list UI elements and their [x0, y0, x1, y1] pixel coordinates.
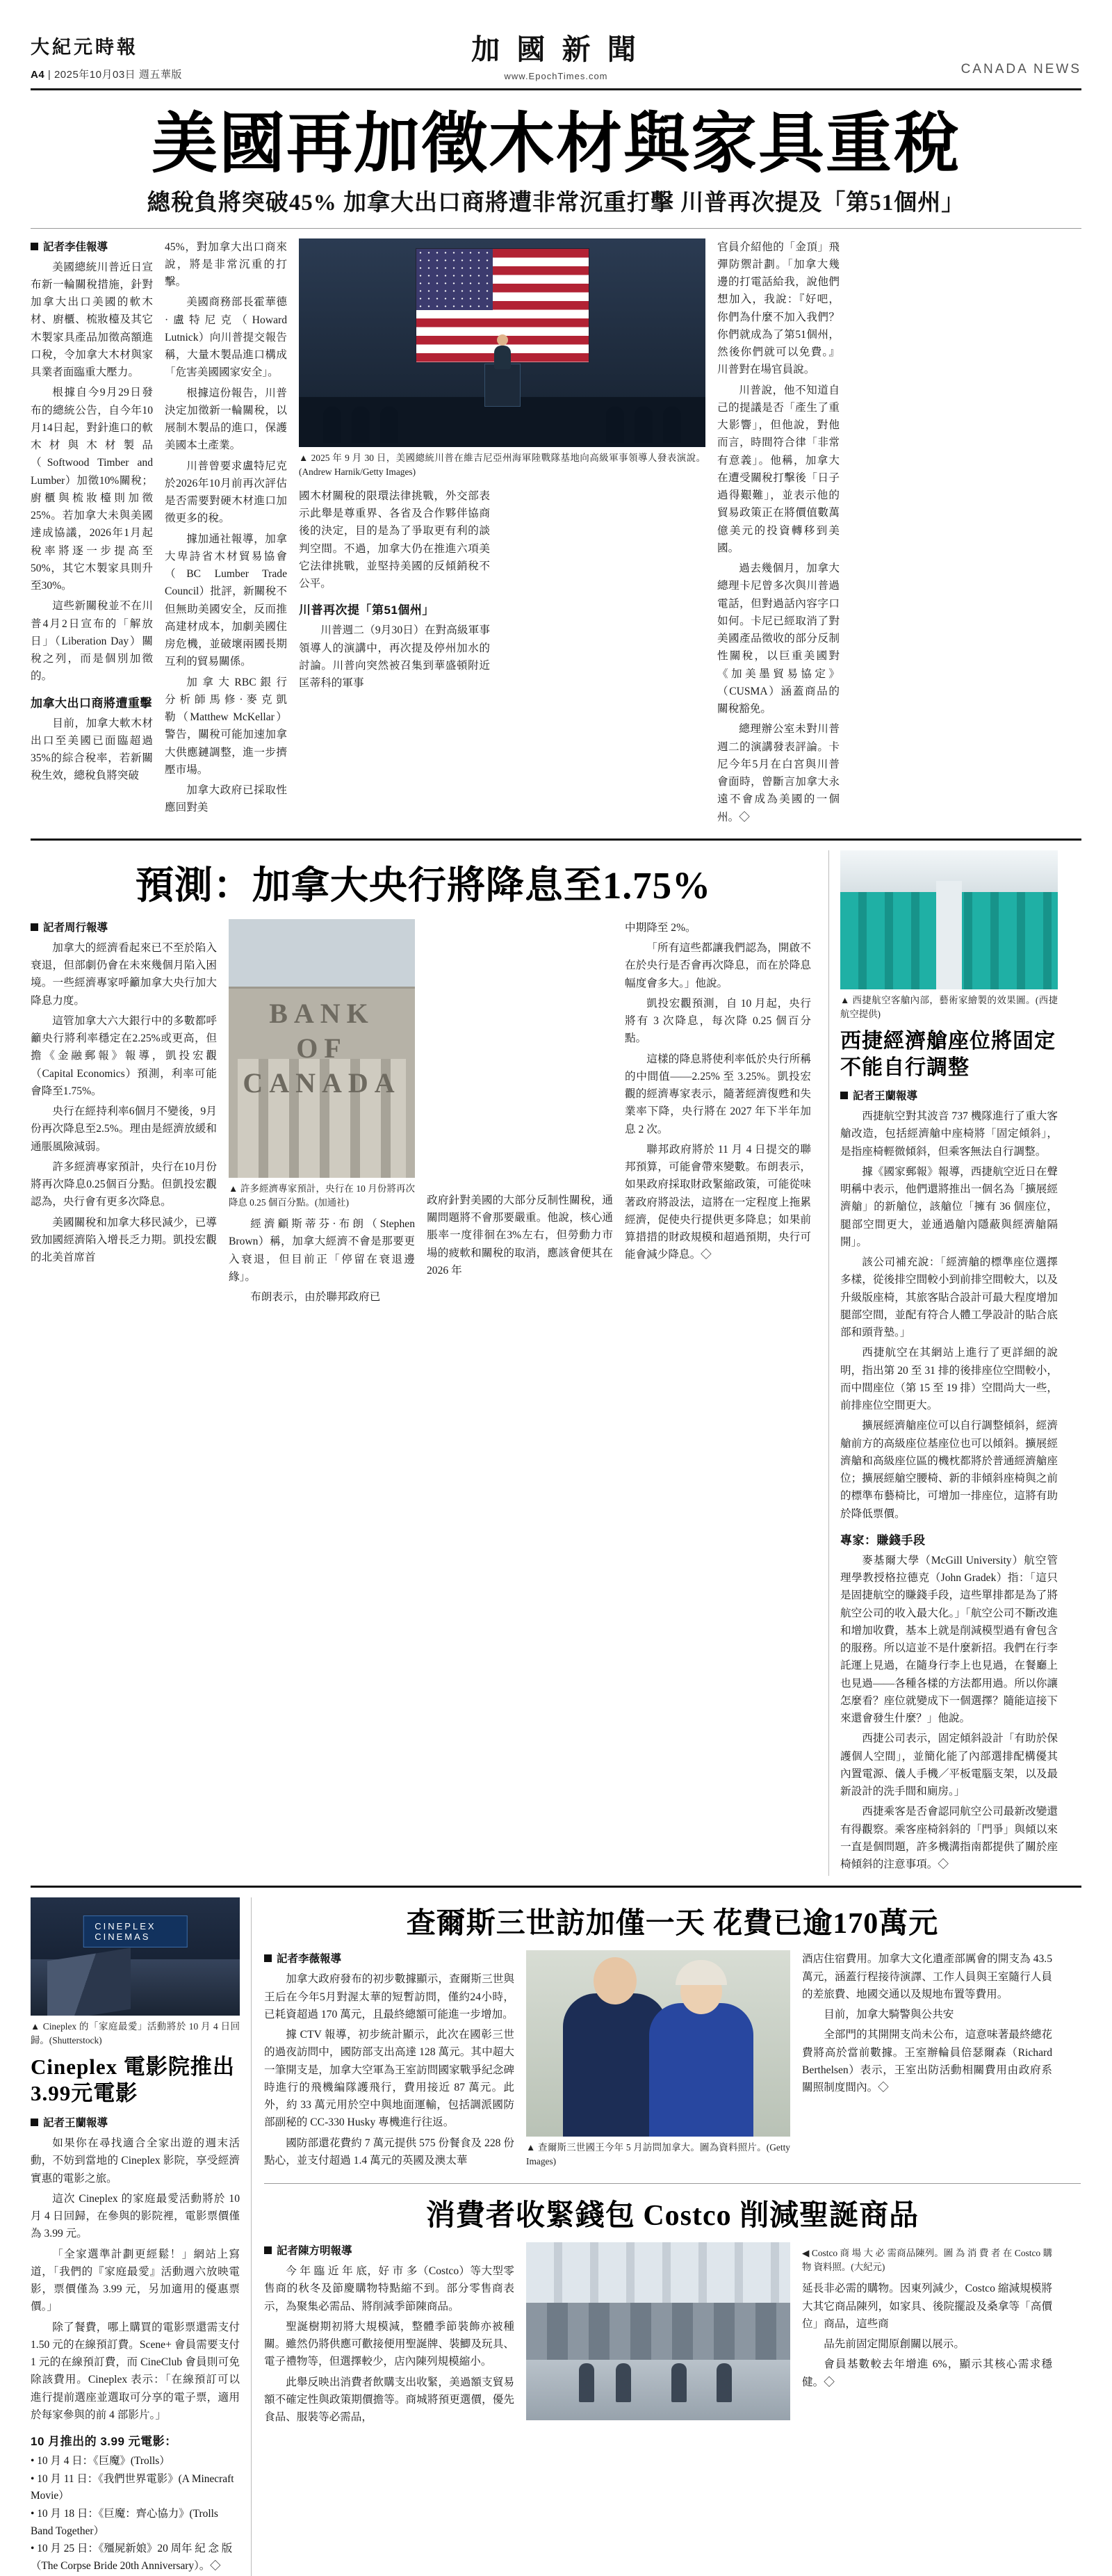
cineplex-photo: [31, 1897, 240, 2016]
issue-date: 2025年10月03日 週五華版: [54, 69, 182, 81]
lead-headline: 美國再加徵木材與家具重稅: [151, 107, 960, 181]
paragraph: 加 拿 大 RBC 銀 行 分 析 師 馬 修 · 麥 克 凱 勒（Matthew McKellar）警告，關稅可能加速加拿大供應鏈調整，進一步擠壓市場。: [165, 676, 287, 776]
paragraph: 該公司補充說：「經濟艙的標準座位選擇多樣，從後排空間較小到前排空間較大，以及升級版座椅，其旅客貼合設計可最大程度增加腿部空間，並配有符合人體工學設計的貼合底部和頭背墊。」: [840, 1256, 1058, 1339]
boc-col-3: [427, 919, 613, 1309]
divider-charles-costco: [264, 2183, 1081, 2184]
podium: [484, 364, 521, 407]
flag-canton: [416, 249, 493, 310]
westjet-byline: 記者王蘭報導: [840, 1087, 1058, 1103]
list-item: • 10 月 11 日：《我們世界電影》(A Minecraft Movie）: [31, 2472, 234, 2502]
paragraph: 這些新關稅並不在川普4月2日宣布的「解放日」（Liberation Day）關稅之列，而是個別加徵的。: [31, 600, 153, 683]
lead-subheadline: 總稅負將突破45% 加拿大出口商將遭非常沉重打擊 川普再次提及「第51個州」: [147, 190, 965, 216]
paragraph: 根據這份報告，川普決定加徵新一輪關稅，以展制木製品的進口，保護美國本土產業。: [165, 387, 287, 452]
charles-photo-caption: ▲ 查爾斯三世國王今年 5 月訪問加拿大。圖為資料照片。(Getty Images): [526, 2142, 790, 2167]
paragraph: 品先前固定閒原創關以展示。: [824, 2338, 965, 2351]
paragraph: 川普說，他不知道自己的提議是否「產生了重大影響」，但他說，對他而言，時間符合律「非常有意義」。他稱，加拿大在遭受關稅打擊後「日子過得艱難」，並表示他的貿易政策正在將價值數萬億美元的投資轉移到美國。: [717, 384, 840, 554]
westjet-headline: 西捷經濟艙座位將固定 不能自行調整: [840, 1030, 1056, 1079]
westjet-subsection-heading: 專家：賺錢手段: [840, 1533, 926, 1547]
shopper-figure: [671, 2363, 687, 2402]
paragraph: 經濟顧斯蒂芬·布朗（Stephen Brown）稱，加拿大經濟不會是那要更入衰退，但目前正「停留在衰退邊緣」。: [229, 1218, 415, 1283]
paragraph: 許多經濟專家預計，央行在10月份將再次降息0.25個百分點。但凱投宏觀認為，央行會有更多次降息。: [31, 1160, 217, 1208]
speaker-figure: [494, 346, 511, 369]
divider-section-2: [31, 1886, 1081, 1888]
paragraph: 延長非必需的購物。因東列減少，Costco 縮減規模將大其它商品陳列，如家具、後院擺設及桑拿等「高價位」商品，這些商: [802, 2283, 1052, 2330]
boc-photo-caption: ▲ 許多經濟專家預計，央行在 10 月份將再次降息 0.25 個百分點。(加通社): [229, 1183, 415, 1208]
lead-photo-block: [299, 238, 705, 829]
meta-separator: |: [47, 69, 54, 81]
paragraph: 目前，加拿大軟木材出口至美國已面臨超過35%的綜合稅率，若新關稅生效，總稅負將突破: [31, 717, 153, 782]
lead-subsection-heading: 加拿大出口商將遭重擊: [31, 696, 152, 710]
costco-photo-caption: ◀ Costco 商 場 大 必 需商品陳列。圖 為 消 費 者 在 Costco 購 物 資料照。(大紀元): [802, 2248, 1052, 2273]
masthead-left: [31, 38, 329, 81]
audience-figure: [606, 407, 624, 443]
site-url: www.EpochTimes.com: [504, 71, 608, 81]
paragraph: 今 年 臨 近 年 底，好 市 多（Costco）等大型零售商的秋冬及節慶購物特點縮不到。部分零售商表示，為聚集必需品、將削減季節陳商品。: [264, 2265, 514, 2312]
audience-figure: [635, 407, 653, 443]
paragraph: 45%，對加拿大出口商來說，將是非常沉重的打擊。: [165, 241, 287, 289]
audience-figure: [380, 407, 398, 443]
warehouse-floor: [526, 2360, 790, 2420]
page-meta: [31, 67, 329, 81]
paragraph: 這管加拿大六大銀行中的多數都呼籲央行將利率穩定在2.25%或更高，但擔《金融郵報》報導，凱投宏觀（Capital Economics）預測，利率可能會降至1.75%。: [31, 1014, 217, 1097]
shopper-figure: [717, 2363, 732, 2402]
paragraph: 聯邦政府將於 11 月 4 日提交的聯邦預算，可能會帶來變數。布朗表示，如果政府採取財政緊縮政策，可能從味著政府將設法，這將在一定程度上拖累經濟，促使央行提供更多降息；如果前算措措的財政規模和超過預期，央行可能會減少降息。◇: [625, 1143, 811, 1261]
lead-col-3: [299, 487, 490, 695]
paragraph: 酒店住宿費用。加拿大文化遺產部厲會的開支為 43.5 萬元，涵蓋行程接待演譯、工作人員與王室隨行人員的差旅費、地國交通以及規地布置等費用。: [802, 1953, 1052, 2000]
charles-col-1: [264, 1950, 514, 2172]
paragraph: 政府針對美國的大部分反制性關稅，通關問題將不會那要嚴重。他說，核心通脹率一度徘徊在3%左右，但勞動力市場的疲軟和關稅的取消，應該會便其在 2026 年: [427, 1194, 613, 1277]
paragraph: 會員基數較去年增進 6%，顯示其核心需求穩健。◇: [802, 2358, 1052, 2388]
audience-figure: [323, 407, 341, 443]
paragraph: 加拿大政府已採取性應回對美: [165, 784, 287, 814]
paragraph: 麥基爾大學（McGill University）航空管理學教授格拉德克（John Gradek）指：「這只是固捷航空的賺錢手段，這些單排都是為了將航空公司的收入最大化。」「航空公司不斷改進和增加收費，基本上就是削減模型過有會包含的服務。所以這並不是什麼新招。我們在行李託運上見過，在隨身行李上也見過，在餐廳上也見過——各種各樣的方法都用過。所以你讓怎麼看？座位就變成下一個選擇？隨能這接下來還會發生什麼？」他說。: [840, 1554, 1058, 1725]
cineplex-list-heading: 10 月推出的 3.99 元電影：: [31, 2435, 177, 2449]
paragraph: 如果你在尋找適合全家出遊的週末活動，不妨到當地的 Cineplex 影院，享受經濟實惠的電影之旅。: [31, 2137, 240, 2185]
cineplex-article: [31, 1897, 252, 2575]
paragraph: 布朗表示，由於聯邦政府已: [250, 1291, 381, 1304]
paragraph: 川普週二（9月30日）在對高級軍事領導人的演講中，再次提及停州加水的討論。川普向突然被召集到華盛頓附近匡蒂科的軍事: [299, 624, 490, 690]
paragraph: 西捷航空對其波音 737 機隊進行了重大客艙改造，包括經濟艙中座椅將「固定傾斜」，是指座椅輕微傾斜，但乘客無法自行調整。: [840, 1110, 1058, 1158]
masthead-center: [329, 26, 783, 81]
queen-figure: [649, 2003, 753, 2137]
audience-figure: [352, 407, 370, 443]
boc-article: [31, 850, 1081, 1876]
paragraph: 過去幾個月，加拿大總理卡尼曾多次與川普過電話，但對過話內容字口如何。卡尼已經取消了對美國產品徵收的部分反制性關稅，以巨重美國對《加美墨貿易協定》（CUSMA）涵蓋商品的關稅豁免。: [717, 562, 840, 715]
charles-photo-col: [526, 1950, 790, 2172]
cineplex-sign: CINEPLEX CINEMAS: [83, 1915, 188, 1947]
paragraph: 西捷公司表示，固定傾斜設計「有助於保護個人空間」，並簡化能了內部選排配構優其內置電源、儀人手機／平板電腦支架，以及最新設計的洗手間和廁房。」: [840, 1733, 1058, 1798]
westjet-article: [828, 850, 1058, 1876]
page-number: A4: [31, 69, 45, 81]
paragraph: 西捷乘客是否會認同航空公司最新改變還有得觀察。乘客座椅斜斜的「門爭」與傾以來一直是個問題，許多機溝指南都提供了關於座椅傾斜的注意事項。◇: [840, 1806, 1058, 1871]
westjet-photo-caption: ▲ 西捷航空客艙內部，藝術家繪製的效果圖。(西捷航空提供): [840, 994, 1058, 1019]
section-title-en: CANADA NEWS: [960, 62, 1081, 76]
charles-article: [264, 1900, 1081, 2172]
boc-byline: 記者周行報導: [31, 919, 217, 934]
cineplex-movie-list: [31, 2453, 240, 2575]
paragraph: 據《國家郵報》報導，西捷航空近日在聲明稱中表示，他們還將推出一個名為「擴展經濟艙」的新艙位，該艙位「擁有 36 個座位，腿部空間更大，並通過艙內隱蔽與經濟艙隔開」。: [840, 1165, 1058, 1248]
boc-col-4: [625, 919, 811, 1309]
paragraph: 據 CTV 報導，初步統計顯示，此次在國彰三世的過夜訪問中，國防部支出高達 128 萬元。其中超大一筆開支是，加拿大空軍為王室訪問國家戰爭紀念碑時進行的飛機編隊護飛行，費用接近 87 萬元。此外，約 33 萬元用於空中與地面運輸，包括調派國防部副秘的 CC-330 Husky 專機進行往返。: [264, 2029, 514, 2129]
lead-byline: 記者李佳報導: [31, 238, 153, 254]
section-title-cn: 加 國 新 聞: [471, 33, 641, 65]
paragraph: 加拿大政府發布的初步數據顯示，查爾斯三世與王后在今年5月對渥太華的短暫訪問，僅約24小時，已耗資超過 170 萬元，且最終總額可能進一步增加。: [264, 1973, 514, 2020]
shopper-figure: [579, 2363, 594, 2402]
building-engraving: BANK OF CANADA: [243, 998, 401, 1099]
cabin-aisle: [936, 881, 963, 989]
lead-col-3b-spacer: [502, 487, 693, 695]
boc-headline: 預測：加拿大央行將降息至1.75%: [135, 864, 712, 907]
lead-article: [31, 238, 1081, 829]
paragraph: 國防部還花費約 7 萬元提供 575 份餐食及 228 份點心，並支付超過 1.4 萬元的英國及澳太華: [264, 2137, 514, 2166]
paragraph: 目前，加拿大騎警與公共安: [824, 2009, 954, 2021]
boc-photo-col: [229, 919, 415, 1309]
paragraph: 美國總統川普近日宣布新一輪關稅措施，針對加拿大出口美國的軟木材、廚櫃、梳妝檯及其它木製家具產品加徵高額進口稅，令加拿大木材與家具業者面臨重大壓力。: [31, 261, 153, 379]
paragraph: 這樣的降息將使利率低於央行所稱的中間值——2.25% 至 3.25%。凱投宏觀的經濟專家表示，隨著經濟復甦和失業率下降，央行將在 2027 年下半年加息 2 次。: [625, 1053, 811, 1135]
costco-byline: 記者陳方明報導: [264, 2242, 514, 2258]
costco-article: [264, 2192, 1081, 2429]
paragraph: 全部門的其開開支尚未公布，這意味著最終總花費將高於當前數據。王室辦輪員倍瑟爾森（Richard Berthelsen）表示，王室出防活動相關費用由政府系關照制度間內。◇: [802, 2029, 1052, 2094]
list-item: • 10 月 25 日：《殭屍新娘》20 周年 紀 念 版（The Corpse Bride 20th Anniversary）。◇: [31, 2543, 233, 2572]
lead-subsection-heading-2: 川普再次提「第51個州」: [299, 604, 434, 617]
charles-col-3: [802, 1950, 1052, 2172]
boc-col-1: [31, 919, 217, 1309]
bank-of-canada-photo: [229, 919, 415, 1178]
boc-main: [31, 850, 816, 1876]
paragraph: 「所有這些都讓我們認為，開啟不在於央行是否會再次降息，而在於降息幅度會多大。」他說。: [625, 942, 811, 989]
divider-section-1: [31, 839, 1081, 841]
costco-headline: 消費者收緊錢包 Costco 削減聖誕商品: [425, 2200, 919, 2233]
lead-col-4: [717, 238, 840, 829]
paragraph: 據加通社報導，加拿大卑詩省木材貿易協會（BC Lumber Trade Council）批評，新關稅不但無助美國安全，反而推高建材成本，加劇美國住房危機，並破壞兩國長期互利的貿易關係。: [165, 533, 287, 668]
publication-logo: 大紀元時報: [31, 37, 138, 58]
paragraph: 聖誕樹期初將大規模減，整體季節裝飾亦被種關。雖然仍將供應可歡接便用聖誕牌、裝鯽及玩具、電子禮物等，但選擇較少，店內陳列規模縮小。: [264, 2320, 514, 2368]
cineplex-byline: 記者王蘭報導: [31, 2114, 240, 2130]
warehouse-ceiling: [526, 2242, 790, 2303]
cineplex-photo-caption: ▲ Cineplex 的「家庭最愛」活動將於 10 月 4 日回歸。(Shutterstock): [31, 2021, 240, 2046]
trump-photo-caption: ▲ 2025 年 9 月 30 日，美國總統川普在維吉尼亞州海軍陸戰隊基地向高級軍事領導人發表演說。(Andrew Harnik/Getty Images): [299, 452, 705, 477]
cineplex-headline: Cineplex 電影院推出3.99元電影: [31, 2054, 235, 2106]
paragraph: 美國關稅和加拿大移民減少，已導致加國經濟陷入增長乏力期。凱投宏觀的北美首席首: [31, 1216, 217, 1264]
westjet-cabin-photo: [840, 850, 1058, 989]
lead-col-2: [165, 238, 287, 829]
masthead: [31, 26, 1081, 90]
costco-store-photo: [526, 2242, 790, 2420]
audience-figure: [663, 407, 681, 443]
bottom-section: [31, 1897, 1081, 2575]
paragraph: 官員介紹他的「金頂」飛彈防禦計劃。「加拿大幾邊的打電話給我，說他們想加入，我說：『好吧，你們為什麼不加入我們？你們就成為了第51個州，然後你們就可以免費。』川普對在場官員說。: [717, 241, 840, 376]
costco-col-1: [264, 2242, 514, 2429]
shopper-figure: [616, 2363, 631, 2402]
lead-col-1: [31, 238, 153, 829]
charles-byline: 記者李薇報導: [264, 1950, 514, 1966]
paragraph: 總理辦公室未對川普週二的演講發表評論。卡尼今年5月在白宮與川普會面時，曾斷言加拿大永遠不會成為美國的一個州。◇: [717, 723, 840, 823]
bottom-right-stack: [264, 1897, 1081, 2575]
costco-col-3: [802, 2242, 1052, 2429]
costco-photo-col: [526, 2242, 790, 2429]
paragraph: 這次 Cineplex 的家庭最愛活動將於 10 月 4 日回歸，在參與的影院裡，電影票價僅為 3.99 元。: [31, 2192, 240, 2240]
divider-under-headline: [31, 228, 1081, 229]
paragraph: 「全家選準計劃更經鬆！」網站上寫道，「我們的『家庭最愛』活動週六放映電影，票價僅為 3.99 元，另加適用的優惠票價。」: [31, 2248, 240, 2313]
king-charles-photo: [526, 1950, 790, 2137]
escalator: [47, 1947, 131, 2016]
paragraph: 擴展經濟艙座位可以自行調整傾斜，經濟艙前方的高級座位基座位也可以傾斜。擴展經濟艙和高級座位區的機枕都將於普通經濟艙座位；擴展經艙空腰椅、新的非傾斜座椅與之前的標準布藝椅比，可增加一排座位，這將有助於降低票價。: [840, 1420, 1058, 1520]
boc-col3-offset: [427, 919, 613, 1192]
list-item: • 10 月 4 日：《巨魔》(Trolls）: [31, 2455, 170, 2468]
paragraph: 此舉反映出消費者飲購支出收緊，美過額支貿易額不確定性與政策期價擔等。商城將預更選價，優先食品、服裝等必需品，: [264, 2376, 514, 2424]
paragraph: 根據自今9月29日發布的總統公告，自今年10月14日起，對針進口的軟木材與木材製品（Softwood Timber and Lumber）加徵10%關稅；廚櫃與梳妝檯則加徵25%。若加拿大未與美國達成協議，2026年1月起稅率將逐一步提高至50%，其它木製家具則升至30%。: [31, 387, 153, 592]
paragraph: 凱投宏觀預測，自 10 月起，央行將有 3 次降息，每次降 0.25 個百分點。: [625, 997, 811, 1045]
warehouse-shelves: [526, 2303, 790, 2360]
paragraph: 西捷航空在其網站上進行了更詳細的說明，指出第 20 至 31 排的後排座位空間較小，而中間座位（第 15 至 19 排）空間尚大一些，前排座位空間更大。: [840, 1347, 1058, 1412]
paragraph: 除了餐費，哪上購買的電影票還需支付 1.50 元的在線預訂費。Scene+ 會員需要支付 1 元的在線預訂費，而 CineClub 會員則可免除該費用。Cineplex 表示：「在線預訂可以進行提前選座並選取可分享的電子票，適用於每家參與的前 4 部影片。」: [31, 2321, 240, 2421]
paragraph: 國木材關稅的限環法律挑戰，外交部表示此舉是尊重界、各省及合作夥伴協商後的決定，目的是為了爭取更有利的談判空間。不過，加拿大仍在推進六項美它法律挑戰，並堅持美國的反傾銷稅不公平。: [299, 489, 490, 590]
paragraph: 央行在經持利率6個月不變後，9月份再次降息至2.5%。理由是經濟放緩和通脹風險減弱。: [31, 1105, 217, 1153]
charles-headline: 查爾斯三世訪加僅一天 花費已逾170萬元: [406, 1908, 939, 1941]
paragraph: 加拿大的經濟看起來已不至於陷入衰退，但部劇仍會在未來幾個月陷入困境。一些經濟專家呼籲加拿大央行加大降息力度。: [31, 941, 217, 1007]
paragraph: 川普曾要求盧特尼克於2026年10月前再次評估是否需要對硬木材進口加徵更多的稅。: [165, 460, 287, 525]
list-item: • 10 月 18 日：《巨魔：齊心協力》(Trolls Band Together）: [31, 2507, 218, 2537]
trump-speech-photo: [299, 238, 705, 447]
paragraph: 中期降至 2%。: [625, 921, 696, 934]
paragraph: 美國商務部長霍華德·盧特尼克（Howard Lutnick）向川普提交報告稱，大量木製品進口構成「危害美國國家安全」。: [165, 296, 287, 379]
